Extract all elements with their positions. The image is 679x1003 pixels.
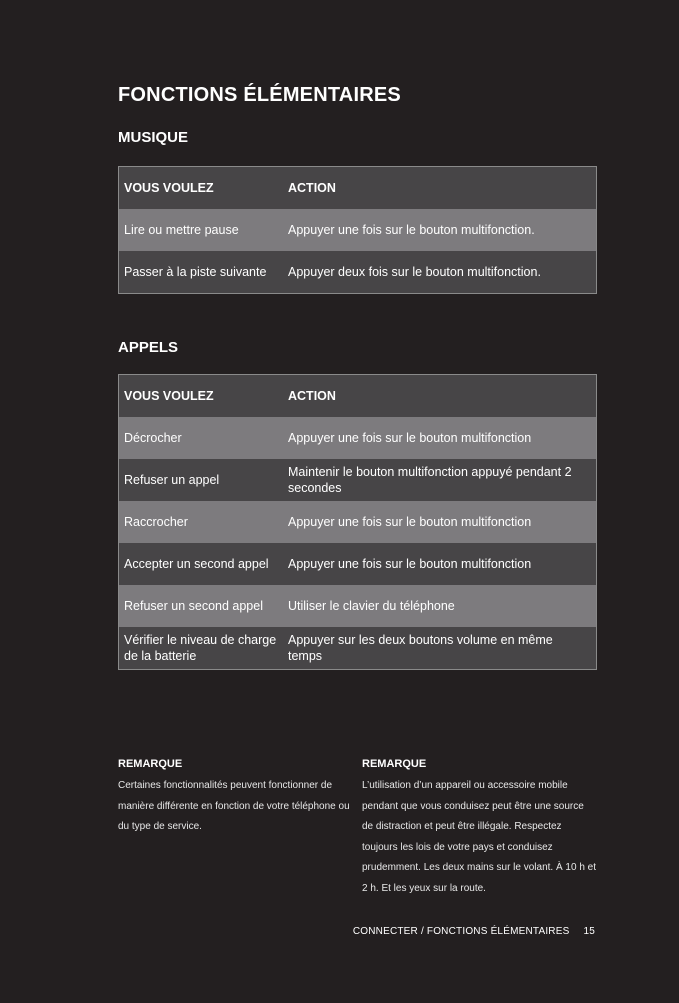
cell-want: Refuser un appel bbox=[124, 473, 220, 487]
calls-table bbox=[118, 374, 597, 670]
cell-action: Appuyer une fois sur le bouton multifonction bbox=[288, 557, 532, 571]
cell-want: Passer à la piste suivante bbox=[124, 265, 267, 279]
header-cell-action: ACTION bbox=[288, 181, 336, 195]
cell-want: Lire ou mettre pause bbox=[124, 223, 239, 237]
note-body: Certaines fonctionnalités peuvent fonctionner de manière différente en fonction de votre téléphone ou du type de service. bbox=[118, 780, 350, 832]
table-header-row bbox=[119, 375, 596, 417]
cell-want: Vérifier le niveau de charge de la batterie bbox=[124, 633, 277, 663]
footer-breadcrumb: CONNECTER / FONCTIONS ÉLÉMENTAIRES bbox=[352, 926, 570, 937]
music-table bbox=[118, 166, 597, 294]
note-title: REMARQUE bbox=[362, 758, 427, 770]
cell-action: Utiliser le clavier du téléphone bbox=[288, 599, 455, 613]
table-row bbox=[119, 251, 596, 293]
cell-action: Maintenir le bouton multifonction appuyé pendant 2 secondes bbox=[288, 465, 572, 495]
page-footer bbox=[353, 926, 595, 937]
cell-action: Appuyer deux fois sur le bouton multifonction. bbox=[288, 265, 541, 279]
cell-want: Accepter un second appel bbox=[124, 557, 269, 571]
cell-want: Raccrocher bbox=[124, 515, 188, 529]
cell-action: Appuyer une fois sur le bouton multifonction bbox=[288, 431, 532, 445]
header-cell-action: ACTION bbox=[288, 389, 336, 403]
cell-want: Refuser un second appel bbox=[124, 599, 263, 613]
calls-section-title: APPELS bbox=[118, 339, 179, 356]
cell-action: Appuyer sur les deux boutons volume en même temps bbox=[288, 633, 553, 663]
cell-action: Appuyer une fois sur le bouton multifonction bbox=[288, 515, 532, 529]
note-left bbox=[118, 758, 353, 838]
header-cell-want: VOUS VOULEZ bbox=[124, 389, 214, 403]
page-title: FONCTIONS ÉLÉMENTAIRES bbox=[118, 84, 401, 106]
table-row bbox=[119, 501, 596, 543]
table-row bbox=[119, 585, 596, 627]
table-row bbox=[119, 417, 596, 459]
note-title: REMARQUE bbox=[118, 758, 183, 770]
table-row bbox=[119, 209, 596, 251]
table-header-row bbox=[119, 167, 596, 209]
cell-action: Appuyer une fois sur le bouton multifonction. bbox=[288, 223, 535, 237]
cell-want: Décrocher bbox=[124, 431, 182, 445]
note-body: L’utilisation d’un appareil ou accessoire mobile pendant que vous conduisez peut être une source de distraction et peut être illégale. Respectez toujours les lois de votre pays et conduisez prudemment. Les deux mains sur le volant. À 10 h et 2 h. Et les yeux sur la route. bbox=[362, 780, 597, 894]
music-section-title: MUSIQUE bbox=[118, 129, 189, 146]
table-row bbox=[119, 543, 596, 585]
table-row bbox=[119, 627, 596, 669]
page-number: 15 bbox=[583, 926, 595, 937]
header-cell-want: VOUS VOULEZ bbox=[124, 181, 214, 195]
table-row bbox=[119, 459, 596, 501]
note-right bbox=[362, 758, 597, 899]
